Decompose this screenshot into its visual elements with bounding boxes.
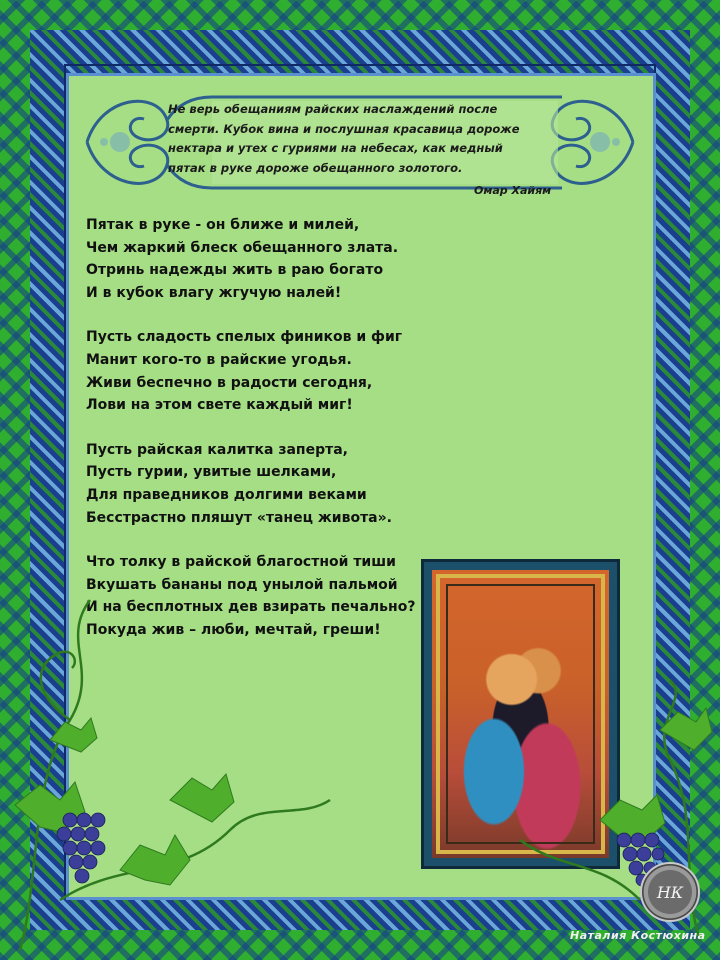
poem-line: И на бесплотных дев взирать печально? bbox=[86, 599, 416, 616]
poem-line: Что толку в райской благостной тиши bbox=[86, 554, 396, 571]
quote-line: смерти. Кубок вина и послушная красавица дороже bbox=[168, 121, 520, 136]
poem-line: Пусть сладость спелых фиников и фиг bbox=[86, 329, 403, 346]
quote-line: пятак в руке дороже обещанного золотого. bbox=[168, 160, 463, 175]
poem-line: Вкушать бананы под унылой пальмой bbox=[86, 576, 398, 593]
poem-line: Живи беспечно в радости сегодня, bbox=[86, 374, 373, 391]
poem-line: Лови на этом свете каждый миг! bbox=[86, 397, 353, 414]
poem-line: Пусть гурии, увитые шелками, bbox=[86, 464, 337, 481]
poem-line: Чем жаркий блеск обещанного злата. bbox=[86, 239, 399, 256]
poem-line: Пятак в руке - он ближе и милей, bbox=[86, 217, 360, 233]
poem-line: Покуда жив – люби, мечтай, греши! bbox=[86, 621, 381, 638]
quote-line: нектара и утех с гуриями на небесах, как медный bbox=[168, 141, 503, 155]
poem-line: Для праведников долгими веками bbox=[86, 486, 367, 503]
author-monogram: НК bbox=[640, 862, 700, 922]
author-signature: Наталия Костюхина bbox=[570, 929, 706, 942]
quote-author: Омар Хайям bbox=[474, 184, 552, 197]
poem-line: Бесстрастно пляшут «танец живота». bbox=[86, 509, 392, 526]
poem-line: Пусть райская калитка заперта, bbox=[86, 441, 348, 458]
poem-line: Отринь надежды жить в раю богато bbox=[86, 262, 384, 279]
poem-line: И в кубок влагу жгучую налей! bbox=[86, 284, 342, 301]
poem-line: Манит кого-то в райские угодья. bbox=[86, 351, 352, 368]
quote-line: Не верь обещаниям райских наслаждений после bbox=[168, 102, 498, 116]
